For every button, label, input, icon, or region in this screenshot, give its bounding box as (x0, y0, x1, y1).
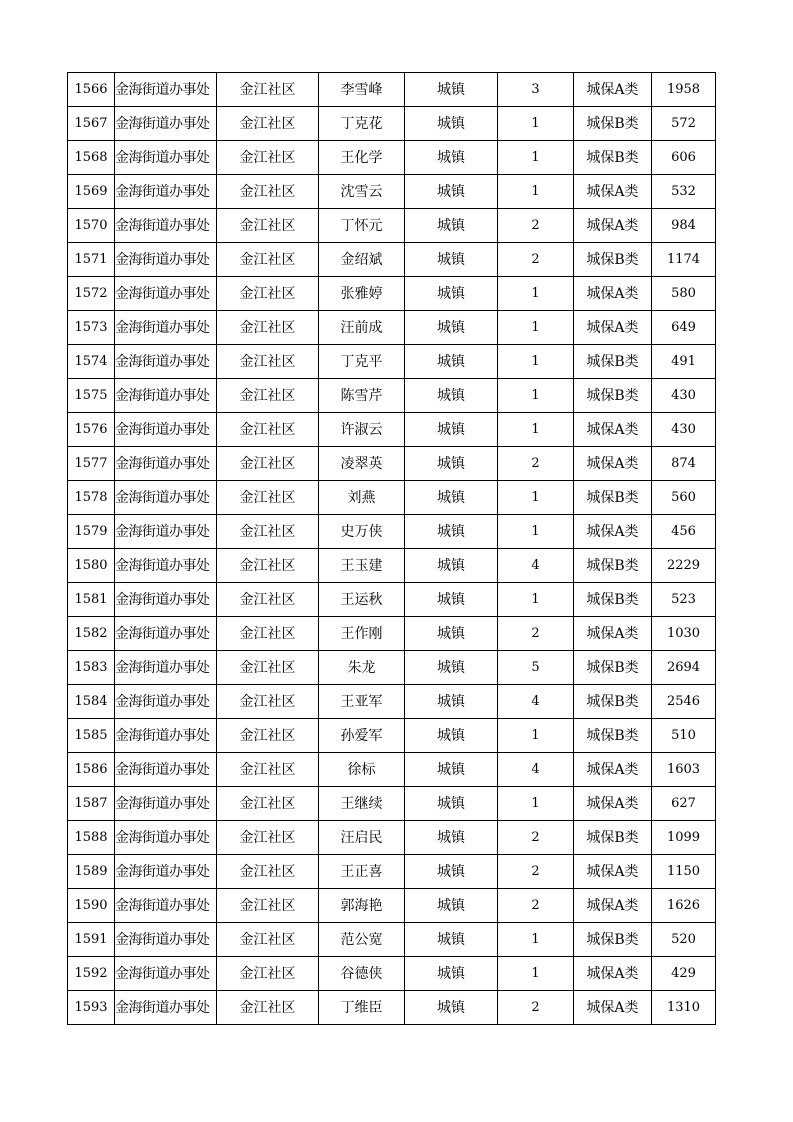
area-cell: 城镇 (405, 209, 498, 243)
table-row (68, 957, 716, 991)
area-cell: 城镇 (405, 277, 498, 311)
category-cell: 城保B类 (574, 651, 652, 685)
name-cell: 陈雪芹 (319, 379, 405, 413)
amount-cell: 560 (652, 481, 716, 515)
amount-cell: 430 (652, 413, 716, 447)
table-row (68, 753, 716, 787)
office-cell: 金海街道办事处 (115, 209, 217, 243)
area-cell: 城镇 (405, 991, 498, 1025)
seq-cell: 1579 (68, 515, 115, 549)
table-row (68, 209, 716, 243)
amount-cell: 456 (652, 515, 716, 549)
seq-cell: 1571 (68, 243, 115, 277)
office-cell: 金海街道办事处 (115, 855, 217, 889)
area-cell: 城镇 (405, 73, 498, 107)
category-cell: 城保B类 (574, 345, 652, 379)
area-cell: 城镇 (405, 379, 498, 413)
seq-cell: 1582 (68, 617, 115, 651)
amount-cell: 1626 (652, 889, 716, 923)
area-cell: 城镇 (405, 243, 498, 277)
table-row (68, 821, 716, 855)
community-cell: 金江社区 (217, 447, 319, 481)
table-row (68, 413, 716, 447)
table-row (68, 685, 716, 719)
name-cell: 王化学 (319, 141, 405, 175)
name-cell: 徐标 (319, 753, 405, 787)
count-cell: 1 (498, 481, 574, 515)
seq-cell: 1575 (68, 379, 115, 413)
amount-cell: 1150 (652, 855, 716, 889)
count-cell: 2 (498, 447, 574, 481)
name-cell: 史万侠 (319, 515, 405, 549)
name-cell: 王运秋 (319, 583, 405, 617)
office-cell: 金海街道办事处 (115, 583, 217, 617)
seq-cell: 1587 (68, 787, 115, 821)
area-cell: 城镇 (405, 175, 498, 209)
amount-cell: 1030 (652, 617, 716, 651)
name-cell: 凌翠英 (319, 447, 405, 481)
office-cell: 金海街道办事处 (115, 515, 217, 549)
category-cell: 城保B类 (574, 243, 652, 277)
category-cell: 城保B类 (574, 379, 652, 413)
office-cell: 金海街道办事处 (115, 107, 217, 141)
category-cell: 城保A类 (574, 753, 652, 787)
category-cell: 城保B类 (574, 719, 652, 753)
community-cell: 金江社区 (217, 345, 319, 379)
community-cell: 金江社区 (217, 175, 319, 209)
category-cell: 城保A类 (574, 991, 652, 1025)
seq-cell: 1592 (68, 957, 115, 991)
amount-cell: 606 (652, 141, 716, 175)
office-cell: 金海街道办事处 (115, 991, 217, 1025)
community-cell: 金江社区 (217, 991, 319, 1025)
name-cell: 王继续 (319, 787, 405, 821)
name-cell: 金绍斌 (319, 243, 405, 277)
name-cell: 王正喜 (319, 855, 405, 889)
community-cell: 金江社区 (217, 481, 319, 515)
area-cell: 城镇 (405, 651, 498, 685)
category-cell: 城保A类 (574, 617, 652, 651)
name-cell: 孙爱军 (319, 719, 405, 753)
community-cell: 金江社区 (217, 957, 319, 991)
office-cell: 金海街道办事处 (115, 753, 217, 787)
category-cell: 城保A类 (574, 277, 652, 311)
table-row (68, 243, 716, 277)
amount-cell: 649 (652, 311, 716, 345)
table-row (68, 719, 716, 753)
community-cell: 金江社区 (217, 549, 319, 583)
amount-cell: 627 (652, 787, 716, 821)
amount-cell: 491 (652, 345, 716, 379)
community-cell: 金江社区 (217, 141, 319, 175)
community-cell: 金江社区 (217, 515, 319, 549)
count-cell: 1 (498, 175, 574, 209)
area-cell: 城镇 (405, 345, 498, 379)
category-cell: 城保A类 (574, 73, 652, 107)
area-cell: 城镇 (405, 481, 498, 515)
office-cell: 金海街道办事处 (115, 141, 217, 175)
area-cell: 城镇 (405, 855, 498, 889)
count-cell: 1 (498, 719, 574, 753)
table-row (68, 923, 716, 957)
count-cell: 1 (498, 277, 574, 311)
category-cell: 城保A类 (574, 175, 652, 209)
table-row (68, 141, 716, 175)
community-cell: 金江社区 (217, 855, 319, 889)
community-cell: 金江社区 (217, 379, 319, 413)
count-cell: 1 (498, 583, 574, 617)
community-cell: 金江社区 (217, 209, 319, 243)
count-cell: 1 (498, 345, 574, 379)
table-row (68, 73, 716, 107)
count-cell: 2 (498, 617, 574, 651)
area-cell: 城镇 (405, 515, 498, 549)
table-row (68, 855, 716, 889)
count-cell: 1 (498, 957, 574, 991)
table-row (68, 277, 716, 311)
office-cell: 金海街道办事处 (115, 277, 217, 311)
area-cell: 城镇 (405, 787, 498, 821)
amount-cell: 874 (652, 447, 716, 481)
area-cell: 城镇 (405, 583, 498, 617)
table-row (68, 107, 716, 141)
office-cell: 金海街道办事处 (115, 175, 217, 209)
area-cell: 城镇 (405, 617, 498, 651)
seq-cell: 1586 (68, 753, 115, 787)
name-cell: 刘燕 (319, 481, 405, 515)
office-cell: 金海街道办事处 (115, 719, 217, 753)
count-cell: 1 (498, 379, 574, 413)
amount-cell: 1310 (652, 991, 716, 1025)
area-cell: 城镇 (405, 549, 498, 583)
office-cell: 金海街道办事处 (115, 549, 217, 583)
office-cell: 金海街道办事处 (115, 923, 217, 957)
count-cell: 1 (498, 923, 574, 957)
table-row (68, 447, 716, 481)
amount-cell: 2229 (652, 549, 716, 583)
seq-cell: 1589 (68, 855, 115, 889)
table-row (68, 889, 716, 923)
category-cell: 城保B类 (574, 685, 652, 719)
community-cell: 金江社区 (217, 73, 319, 107)
table-row (68, 991, 716, 1025)
name-cell: 范公宽 (319, 923, 405, 957)
name-cell: 丁克平 (319, 345, 405, 379)
office-cell: 金海街道办事处 (115, 447, 217, 481)
category-cell: 城保A类 (574, 413, 652, 447)
table-row (68, 787, 716, 821)
community-cell: 金江社区 (217, 821, 319, 855)
community-cell: 金江社区 (217, 923, 319, 957)
area-cell: 城镇 (405, 107, 498, 141)
count-cell: 2 (498, 855, 574, 889)
category-cell: 城保B类 (574, 821, 652, 855)
community-cell: 金江社区 (217, 753, 319, 787)
seq-cell: 1572 (68, 277, 115, 311)
category-cell: 城保A类 (574, 209, 652, 243)
seq-cell: 1588 (68, 821, 115, 855)
amount-cell: 429 (652, 957, 716, 991)
category-cell: 城保A类 (574, 515, 652, 549)
category-cell: 城保A类 (574, 311, 652, 345)
count-cell: 2 (498, 991, 574, 1025)
amount-cell: 984 (652, 209, 716, 243)
amount-cell: 510 (652, 719, 716, 753)
area-cell: 城镇 (405, 821, 498, 855)
office-cell: 金海街道办事处 (115, 379, 217, 413)
area-cell: 城镇 (405, 719, 498, 753)
count-cell: 2 (498, 243, 574, 277)
name-cell: 汪启民 (319, 821, 405, 855)
office-cell: 金海街道办事处 (115, 413, 217, 447)
office-cell: 金海街道办事处 (115, 311, 217, 345)
roster-table (67, 72, 716, 1025)
amount-cell: 532 (652, 175, 716, 209)
table-row (68, 379, 716, 413)
category-cell: 城保A类 (574, 957, 652, 991)
seq-cell: 1584 (68, 685, 115, 719)
community-cell: 金江社区 (217, 583, 319, 617)
community-cell: 金江社区 (217, 107, 319, 141)
name-cell: 丁维臣 (319, 991, 405, 1025)
seq-cell: 1566 (68, 73, 115, 107)
table-row (68, 617, 716, 651)
table-row (68, 175, 716, 209)
category-cell: 城保B类 (574, 107, 652, 141)
office-cell: 金海街道办事处 (115, 957, 217, 991)
seq-cell: 1593 (68, 991, 115, 1025)
table-row (68, 481, 716, 515)
amount-cell: 2694 (652, 651, 716, 685)
office-cell: 金海街道办事处 (115, 787, 217, 821)
area-cell: 城镇 (405, 141, 498, 175)
amount-cell: 523 (652, 583, 716, 617)
name-cell: 许淑云 (319, 413, 405, 447)
seq-cell: 1580 (68, 549, 115, 583)
seq-cell: 1585 (68, 719, 115, 753)
community-cell: 金江社区 (217, 685, 319, 719)
name-cell: 郭海艳 (319, 889, 405, 923)
amount-cell: 1099 (652, 821, 716, 855)
category-cell: 城保B类 (574, 549, 652, 583)
community-cell: 金江社区 (217, 243, 319, 277)
table-row (68, 583, 716, 617)
name-cell: 谷德侠 (319, 957, 405, 991)
community-cell: 金江社区 (217, 413, 319, 447)
seq-cell: 1577 (68, 447, 115, 481)
table-row (68, 651, 716, 685)
office-cell: 金海街道办事处 (115, 889, 217, 923)
count-cell: 2 (498, 209, 574, 243)
amount-cell: 580 (652, 277, 716, 311)
category-cell: 城保A类 (574, 889, 652, 923)
count-cell: 4 (498, 549, 574, 583)
area-cell: 城镇 (405, 753, 498, 787)
area-cell: 城镇 (405, 311, 498, 345)
name-cell: 李雪峰 (319, 73, 405, 107)
office-cell: 金海街道办事处 (115, 821, 217, 855)
seq-cell: 1574 (68, 345, 115, 379)
table-row (68, 515, 716, 549)
table-row (68, 345, 716, 379)
seq-cell: 1573 (68, 311, 115, 345)
office-cell: 金海街道办事处 (115, 73, 217, 107)
office-cell: 金海街道办事处 (115, 617, 217, 651)
count-cell: 5 (498, 651, 574, 685)
name-cell: 丁怀元 (319, 209, 405, 243)
seq-cell: 1568 (68, 141, 115, 175)
name-cell: 王玉建 (319, 549, 405, 583)
category-cell: 城保A类 (574, 855, 652, 889)
count-cell: 1 (498, 141, 574, 175)
area-cell: 城镇 (405, 447, 498, 481)
count-cell: 4 (498, 753, 574, 787)
area-cell: 城镇 (405, 957, 498, 991)
count-cell: 2 (498, 889, 574, 923)
seq-cell: 1590 (68, 889, 115, 923)
count-cell: 2 (498, 821, 574, 855)
office-cell: 金海街道办事处 (115, 243, 217, 277)
name-cell: 丁克花 (319, 107, 405, 141)
community-cell: 金江社区 (217, 787, 319, 821)
count-cell: 1 (498, 515, 574, 549)
category-cell: 城保B类 (574, 583, 652, 617)
office-cell: 金海街道办事处 (115, 651, 217, 685)
amount-cell: 1174 (652, 243, 716, 277)
community-cell: 金江社区 (217, 651, 319, 685)
area-cell: 城镇 (405, 685, 498, 719)
category-cell: 城保A类 (574, 447, 652, 481)
name-cell: 汪前成 (319, 311, 405, 345)
office-cell: 金海街道办事处 (115, 345, 217, 379)
table-row (68, 549, 716, 583)
amount-cell: 2546 (652, 685, 716, 719)
office-cell: 金海街道办事处 (115, 481, 217, 515)
area-cell: 城镇 (405, 923, 498, 957)
name-cell: 朱龙 (319, 651, 405, 685)
table-row (68, 311, 716, 345)
seq-cell: 1591 (68, 923, 115, 957)
community-cell: 金江社区 (217, 889, 319, 923)
community-cell: 金江社区 (217, 277, 319, 311)
name-cell: 沈雪云 (319, 175, 405, 209)
seq-cell: 1569 (68, 175, 115, 209)
amount-cell: 430 (652, 379, 716, 413)
category-cell: 城保B类 (574, 923, 652, 957)
count-cell: 1 (498, 311, 574, 345)
office-cell: 金海街道办事处 (115, 685, 217, 719)
area-cell: 城镇 (405, 889, 498, 923)
seq-cell: 1576 (68, 413, 115, 447)
count-cell: 3 (498, 73, 574, 107)
category-cell: 城保B类 (574, 481, 652, 515)
roster-body (68, 73, 716, 1025)
name-cell: 张雅婷 (319, 277, 405, 311)
community-cell: 金江社区 (217, 719, 319, 753)
count-cell: 1 (498, 413, 574, 447)
community-cell: 金江社区 (217, 617, 319, 651)
amount-cell: 1603 (652, 753, 716, 787)
amount-cell: 520 (652, 923, 716, 957)
count-cell: 4 (498, 685, 574, 719)
area-cell: 城镇 (405, 413, 498, 447)
seq-cell: 1578 (68, 481, 115, 515)
seq-cell: 1581 (68, 583, 115, 617)
name-cell: 王作刚 (319, 617, 405, 651)
count-cell: 1 (498, 787, 574, 821)
seq-cell: 1570 (68, 209, 115, 243)
name-cell: 王亚军 (319, 685, 405, 719)
category-cell: 城保A类 (574, 787, 652, 821)
amount-cell: 572 (652, 107, 716, 141)
community-cell: 金江社区 (217, 311, 319, 345)
amount-cell: 1958 (652, 73, 716, 107)
category-cell: 城保B类 (574, 141, 652, 175)
seq-cell: 1567 (68, 107, 115, 141)
count-cell: 1 (498, 107, 574, 141)
seq-cell: 1583 (68, 651, 115, 685)
